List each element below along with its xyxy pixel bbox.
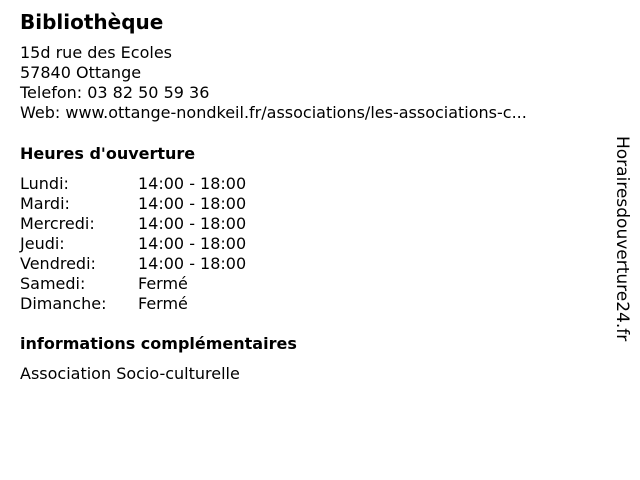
site-watermark: Horairesdouverture24.fr <box>612 136 632 342</box>
phone-number[interactable]: Telefon: 03 82 50 59 36 <box>20 83 210 102</box>
additional-info-heading: informations complémentaires <box>20 334 297 353</box>
day-label: Lundi: <box>20 174 69 193</box>
page-title: Bibliothèque <box>20 10 164 34</box>
website-link[interactable]: Web: www.ottange-nondkeil.fr/associations/les-associations-c... <box>20 103 527 122</box>
additional-info-text: Association Socio-culturelle <box>20 364 240 383</box>
hours-row-tuesday <box>20 194 246 214</box>
city-address: 57840 Ottange <box>20 63 142 82</box>
address-block <box>20 43 527 123</box>
day-label: Dimanche: <box>20 294 107 313</box>
hours-row-saturday <box>20 274 246 294</box>
time-value: 14:00 - 18:00 <box>138 234 247 253</box>
time-value: 14:00 - 18:00 <box>138 194 247 213</box>
hours-row-thursday <box>20 234 246 254</box>
day-label: Samedi: <box>20 274 86 293</box>
time-value: 14:00 - 18:00 <box>138 254 247 273</box>
time-value: 14:00 - 18:00 <box>138 214 247 233</box>
hours-row-wednesday <box>20 214 246 234</box>
hours-row-friday <box>20 254 246 274</box>
opening-hours-table <box>20 174 246 314</box>
day-label: Mardi: <box>20 194 70 213</box>
hours-row-sunday <box>20 294 246 314</box>
day-label: Vendredi: <box>20 254 96 273</box>
time-value: Fermé <box>138 294 188 313</box>
day-label: Jeudi: <box>20 234 65 253</box>
street-address: 15d rue des Ecoles <box>20 43 172 62</box>
time-value: Fermé <box>138 274 188 293</box>
day-label: Mercredi: <box>20 214 95 233</box>
time-value: 14:00 - 18:00 <box>138 174 247 193</box>
hours-row-monday <box>20 174 246 194</box>
opening-hours-heading: Heures d'ouverture <box>20 144 196 163</box>
